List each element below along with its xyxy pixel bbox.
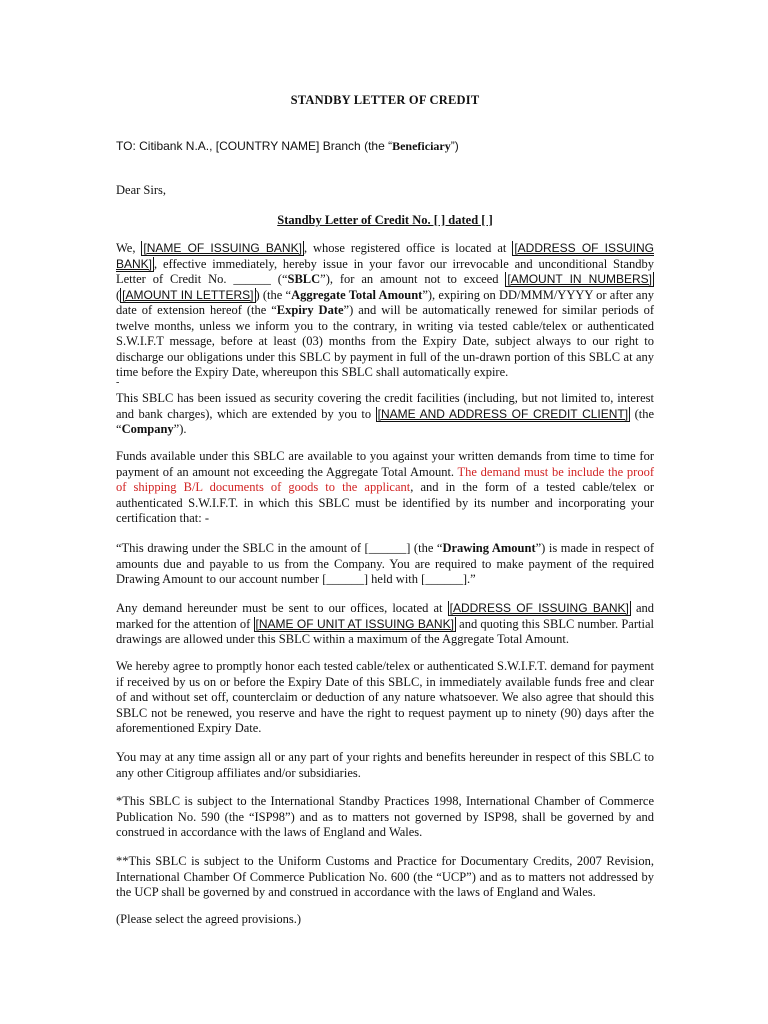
sblc-term: SBLC	[287, 272, 321, 286]
sblc-number-heading: Standby Letter of Credit No. [ ] dated [ ]	[277, 213, 493, 227]
paragraph-ucp: **This SBLC is subject to the Uniform Customs and Practice for Documentary Credits, 2007 Revision, International Chamber Of Commerce Publication No. 600 (the “UCP”) and as to matters not addressed by the UCP shall be governed by and construed in accordance with the laws of England and Wales.	[116, 854, 654, 899]
paragraph-assignment: You may at any time assign all or any part of your rights and benefits hereunder in respect of this SBLC to any other Citigroup affiliates and/or subsidiaries.	[116, 750, 654, 780]
paragraph-issuance	[116, 241, 654, 381]
placeholder-unit-name: [NAME OF UNIT AT ISSUING BANK]	[255, 616, 454, 631]
text: Funds available under this SBLC are available to you against your written demands from time to time for payment of an amount not exceeding the Aggregate Total Amount.	[116, 449, 654, 479]
drawing-amount-term: Drawing Amount	[442, 541, 536, 555]
placeholder-issuing-bank-address-2: [ADDRESS OF ISSUING BANK]	[449, 601, 629, 615]
paragraph-honor: We hereby agree to promptly honor each tested cable/telex or authenticated S.W.I.F.T. demand for payment if received by us on or before the Expiry Date of this SBLC, in immediately available funds free and clear of and without set off, counterclaim or deduction of any nature whatsoever. We also agree that should this SBLC not be renewed, you reserve and have the right to request payment up to ninety (90) days after the aforementioned Expiry Date.	[116, 659, 654, 735]
text: (the “	[116, 406, 655, 436]
text: and marked for the attention of	[116, 601, 654, 631]
text: ”), expiring on DD/MMM/YYYY or after any date of extension hereof (the “	[116, 287, 654, 317]
text: ”) is made in respect of amounts due and payable to us from the Company. You are required to make payment of the required Drawing Amount to our account number [______] held with [______].”	[116, 541, 655, 586]
placeholder-issuing-bank-address: [ADDRESS OF ISSUING BANK]	[116, 241, 654, 271]
document-title: STANDBY LETTER OF CREDIT	[290, 93, 480, 107]
paragraph-isp98: *This SBLC is subject to the International Standby Practices 1998, International Chamber of Commerce Publication No. 590 (the “ISP98”) and as to matters not governed by ISP98, shall be governed by and construed in accordance with the laws of England and Wales.	[116, 794, 654, 839]
stray-dash: -	[116, 377, 120, 388]
recipient-suffix: ”)	[450, 139, 459, 153]
text: , whose registered office is located at	[303, 241, 513, 255]
beneficiary-term: Beneficiary	[392, 139, 451, 153]
paragraph-drawing-statement	[116, 541, 654, 588]
placeholder-amount-letters: [AMOUNT IN LETTERS]	[122, 287, 254, 302]
text: We,	[116, 241, 142, 255]
text: , effective immediately, hereby issue in your favor our irrevocable and unconditional Standby Letter of Credit No. ______ (“	[116, 256, 654, 286]
salutation: Dear Sirs,	[116, 183, 166, 197]
paragraph-demand-address	[116, 601, 654, 648]
paragraph-security	[116, 391, 654, 438]
placeholder-credit-client: [NAME AND ADDRESS OF CREDIT CLIENT]	[377, 406, 629, 421]
text: ) (the “	[255, 287, 292, 302]
text: ”) and will be automatically renewed for similar periods of twelve months, unless we inform you to the contrary, in writing via tested cable/telex or authenticated S.W.I.F.T message, before at least (03) months from the Expiry Date, subject always to our right to discharge our obligations under this SBLC by payment in full of the un-drawn portion of this SBLC at any time before the Expiry Date, whereupon this SBLC shall automatically expire.	[116, 303, 654, 379]
note-select-provisions: (Please select the agreed provisions.)	[116, 912, 302, 926]
text: “This drawing under the SBLC in the amount of [______] (the “	[116, 541, 443, 555]
text: Any demand hereunder must be sent to our offices, located at	[116, 601, 448, 615]
text: ”), for an amount not to exceed	[320, 272, 506, 286]
text: , and in the form of a tested cable/telex or authenticated S.W.I.F.T. in which this SBLC must be identified by its number and incorporating your certification that: -	[116, 480, 654, 525]
company-term: Company	[121, 422, 174, 436]
recipient-prefix: TO: Citibank N.A., [COUNTRY NAME] Branch (the “	[116, 139, 393, 153]
paragraph-funds-available	[116, 449, 654, 527]
red-demand-clause: The demand must be include the proof of shipping B/L documents of goods to the applicant	[116, 464, 654, 494]
expiry-date-term: Expiry Date	[276, 303, 344, 317]
recipient-line	[116, 139, 459, 154]
placeholder-amount-numbers: [AMOUNT IN NUMBERS]	[507, 272, 653, 286]
text: This SBLC has been issued as security covering the credit facilities (including, but not limited to, interest and bank charges), which are extended by you to	[116, 391, 654, 421]
placeholder-issuing-bank-name: [NAME OF ISSUING BANK]	[143, 241, 302, 255]
aggregate-total-amount-term: Aggregate Total Amount	[291, 287, 423, 302]
text: (	[116, 287, 121, 302]
text: ”).	[173, 422, 187, 436]
text: and quoting this SBLC number. Partial drawings are allowed under this SBLC within a maximum of the Aggregate Total Amount.	[116, 616, 654, 646]
